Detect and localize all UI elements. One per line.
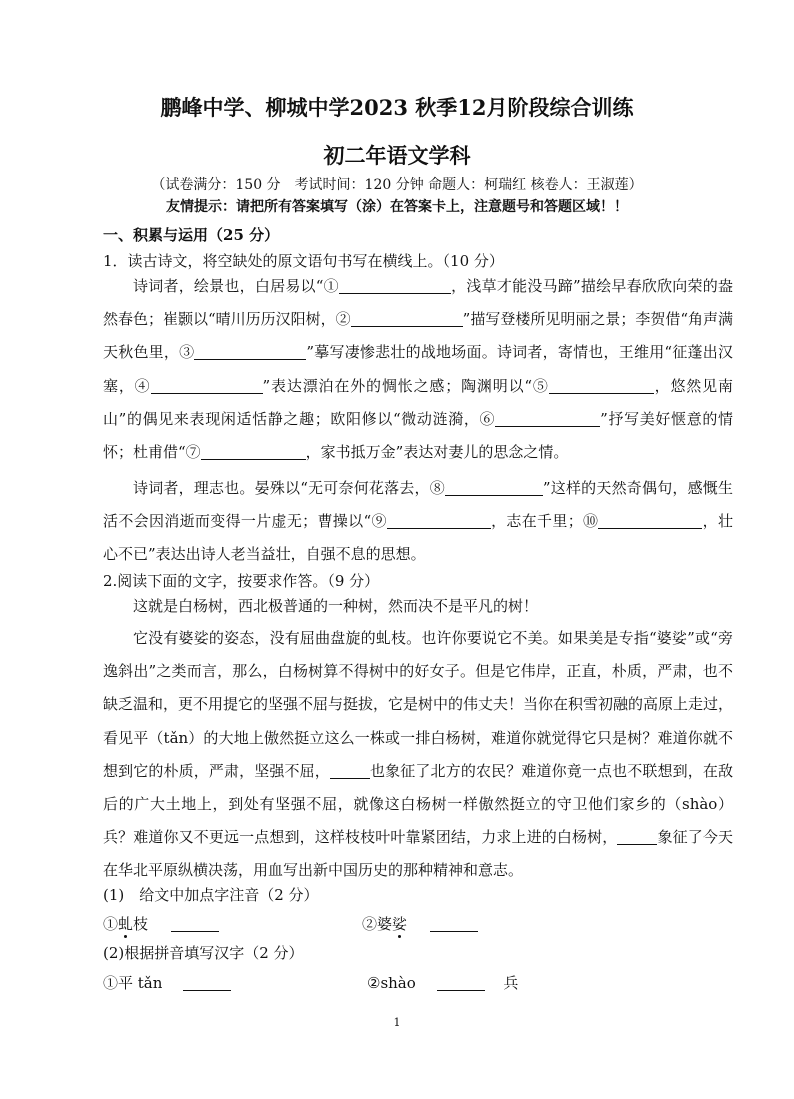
sub-question-1-item-2: ②婆娑 bbox=[362, 913, 478, 934]
passage-blank-1 bbox=[330, 763, 370, 779]
sub-question-2-label: (2)根据拼音填写汉字（2 分） bbox=[103, 944, 304, 962]
hanzi-blank-1 bbox=[183, 975, 231, 991]
section-heading: 一、积累与运用（25 分） bbox=[103, 226, 280, 244]
answer-blank-10 bbox=[598, 513, 702, 529]
answer-blank-3 bbox=[194, 344, 306, 360]
question-1-paragraph-2: 诗词者，理志也。晏殊以“无可奈何花落去，⑧ ”这样的天然奇偶句，感慨生活不会因消逝而变得一片虚无；曹操以“⑨ ，志在千里；⑩ ，壮心不已”表达出诗人老当益壮，自强不息的思想。 bbox=[103, 479, 733, 564]
question-2-prompt: 2.阅读下面的文字，按要求作答。（9 分） bbox=[103, 572, 380, 590]
passage-paragraph-1: 这就是白杨树，西北极普通的一种树，然而决不是平凡的树！ bbox=[133, 597, 539, 615]
question-1-prompt: 1．读古诗文，将空缺处的原文语句书写在横线上。（10 分） bbox=[103, 252, 504, 270]
answer-blank-6 bbox=[495, 411, 600, 427]
answer-blank-9 bbox=[387, 513, 491, 529]
hanzi-blank-2 bbox=[437, 975, 485, 991]
pinyin-blank-1 bbox=[171, 916, 219, 932]
question-1-paragraph-1: 诗词者，绘景也，白居易以“① ，浅草才能没马蹄”描绘早春欣欣向荣的盎然春色；崔颢以“晴川历历汉阳树，② ”描写登楼所见明丽之景；李贺借“角声满天秋色里，③ ”摹写凄惨悲壮的战地场面。诗词者，寄情也，王维用“征蓬出汉塞，④ ”表达漂泊在外的惆怅之感；陶渊明以“⑤ ，悠然见南山”的偶见来表现闲适恬静之趣；欧阳修以“微动涟漪，⑥ ”抒写美好惬意的情怀；杜甫借“⑦ ，家书抵万金”表达对妻儿的思念之情。 bbox=[103, 277, 734, 462]
friendly-tip: 友情提示：请把所有答案填写（涂）在答案卡上，注意题号和答题区域！！ bbox=[166, 199, 628, 215]
answer-blank-7 bbox=[201, 444, 306, 460]
page-number: 1 bbox=[393, 1016, 401, 1029]
sub-question-1-item-1: ①虬枝 bbox=[103, 913, 219, 934]
sub-question-2-item-2: ②shào 兵 bbox=[367, 974, 519, 992]
passage-blank-2 bbox=[617, 829, 657, 845]
pinyin-blank-2 bbox=[430, 916, 478, 932]
answer-blank-8 bbox=[445, 480, 543, 496]
passage-paragraph-2: 它没有婆娑的姿态，没有屈曲盘旋的虬枝。也许你要说它不美。如果美是专指“婆娑”或“旁逸斜出”之类而言，那么，白杨树算不得树中的好女子。但是它伟岸，正直，朴质，严肃，也不缺乏温和，更不用提它的坚强不屈与挺拔，它是树中的伟丈夫！当你在积雪初融的高原上走过，看见平（tǎn）的大地上傲然挺立这么一株或一排白杨树，难道你就觉得它只是树？难道你就不想到它的朴质，严肃，坚强不屈， 也象征了北方的农民？难道你竟一点也不联想到，在敌后的广大土地上，到处有坚强不屈，就像这白杨树一样傲然挺立的守卫他们家乡的（shào）兵？难道你又不更远一点想到，这样枝枝叶叶靠紧团结，力求上进的白杨树， 象征了今天在华北平原纵横决荡，用血写出新中国历史的那种精神和意志。 bbox=[103, 629, 734, 880]
exam-meta: （试卷满分：150 分 考试时间：120 分钟 命题人：柯瑞红 核卷人：王淑莲） bbox=[151, 177, 643, 193]
answer-blank-1 bbox=[339, 278, 451, 294]
sub-question-1-label: (1) 给文中加点字注音（2 分） bbox=[103, 886, 319, 904]
subject-title: 初二年语文学科 bbox=[323, 143, 471, 168]
sub-question-2-item-1: ①平 tǎn bbox=[103, 972, 231, 993]
exam-title: 鹏峰中学、柳城中学2023 秋季12月阶段综合训练 bbox=[160, 95, 634, 120]
answer-blank-5 bbox=[549, 378, 654, 394]
answer-blank-2 bbox=[351, 311, 463, 327]
answer-blank-4 bbox=[151, 378, 263, 394]
